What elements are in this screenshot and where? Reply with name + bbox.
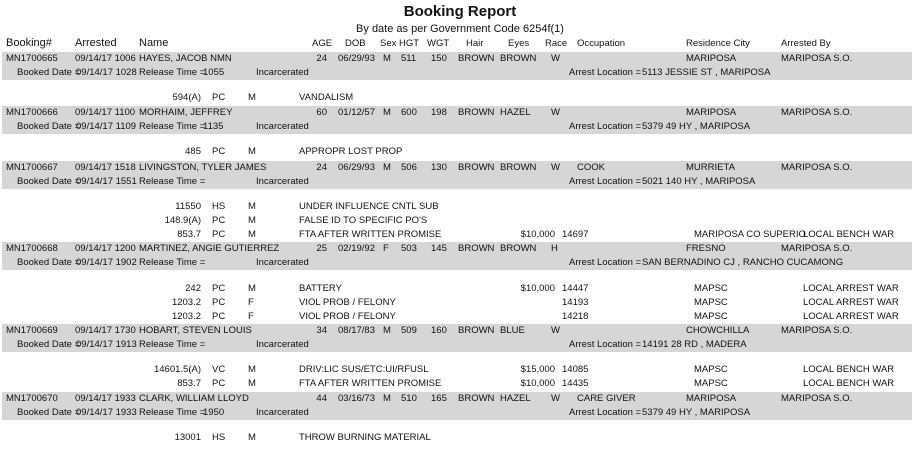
person-eyes: BROWN: [500, 243, 537, 254]
booked-date: 09/14/17 1902: [76, 257, 137, 268]
person-wgt: 145: [431, 243, 447, 254]
charge-docket: 14085: [562, 364, 589, 375]
header-hair: Hair: [466, 38, 484, 49]
charge-description: VIOL PROB / FELONY: [299, 311, 396, 322]
person-eyes: BLUE: [500, 325, 525, 336]
person-eyes: BROWN: [500, 162, 537, 173]
charge-warrant: LOCAL BENCH WAR: [803, 229, 895, 240]
person-wgt: 198: [431, 107, 447, 118]
charge-warrant: LOCAL ARREST WAR: [803, 283, 899, 294]
arrested-by: MARIPOSA S.O.: [781, 53, 853, 64]
release-time-label: Release Time =: [139, 257, 206, 268]
person-occupation: CARE GIVER: [577, 393, 636, 404]
booked-date: 09/14/17 1109: [76, 121, 137, 132]
header-age: AGE: [312, 38, 333, 49]
booking-number: MN1700665: [6, 53, 58, 64]
person-occupation: COOK: [577, 162, 605, 173]
person-hgt: 509: [401, 325, 417, 336]
charge-level: M: [248, 229, 256, 240]
header-hgt: HGT: [399, 38, 420, 49]
charge-level: F: [248, 311, 254, 322]
person-name: MORHAIM, JEFFREY: [139, 107, 233, 118]
header-race: Race: [545, 38, 568, 49]
charge-agency: MAPSC: [694, 364, 728, 375]
charge-code: 594(A): [172, 92, 201, 103]
charge-warrant: LOCAL ARREST WAR: [803, 311, 899, 322]
person-dob: 06/29/93: [338, 53, 375, 64]
person-wgt: 160: [431, 325, 447, 336]
charge-type: PC: [212, 92, 226, 103]
person-sex: M: [383, 393, 391, 404]
charge-level: F: [248, 297, 254, 308]
charge-description: VANDALISM: [299, 92, 354, 103]
person-race: W: [551, 325, 560, 336]
charge-code: 13001: [174, 432, 201, 443]
booking-number: MN1700667: [6, 162, 58, 173]
arrest-location: 5113 JESSIE ST , MARIPOSA: [642, 67, 771, 78]
arrested-datetime: 09/14/17 1006: [75, 53, 136, 64]
charge-code: 1203.2: [171, 297, 201, 308]
charge-docket: 14218: [562, 311, 589, 322]
custody-status: Incarcerated: [256, 339, 309, 350]
person-race: H: [551, 243, 558, 254]
header-eyes: Eyes: [508, 38, 530, 49]
charge-warrant: LOCAL BENCH WAR: [803, 378, 895, 389]
charge-docket: 14697: [562, 229, 589, 240]
arrest-location-label: Arrest Location =: [569, 257, 642, 268]
person-age: 44: [316, 393, 327, 404]
release-time-label: Release Time =: [139, 339, 206, 350]
residence-city: CHOWCHILLA: [686, 325, 750, 336]
release-time-label: Release Time =: [139, 407, 206, 418]
charge-bail: $10,000: [520, 229, 555, 240]
residence-city: FRESNO: [686, 243, 726, 254]
charge-level: M: [248, 364, 256, 375]
residence-city: MARIPOSA: [686, 393, 737, 404]
charge-level: M: [248, 215, 256, 226]
arrested-by: MARIPOSA S.O.: [781, 107, 853, 118]
charge-level: M: [248, 146, 256, 157]
person-age: 25: [316, 243, 327, 254]
charge-type: PC: [212, 378, 226, 389]
person-race: W: [551, 162, 560, 173]
charge-description: BATTERY: [299, 283, 342, 294]
header-wgt: WGT: [427, 38, 450, 49]
custody-status: Incarcerated: [256, 176, 309, 187]
person-hgt: 506: [401, 162, 417, 173]
charge-bail: $10,000: [520, 283, 555, 294]
charge-agency: MARIPOSA CO SUPERIO: [694, 229, 806, 240]
person-age: 34: [316, 325, 327, 336]
charge-description: FTA AFTER WRITTEN PROMISE: [299, 378, 442, 389]
person-name: HAYES, JACOB NMN: [139, 53, 232, 64]
charge-code: 242: [185, 283, 201, 294]
person-age: 24: [316, 162, 327, 173]
booked-date-label: Booked Date =: [17, 257, 81, 268]
arrest-location: 5021 140 HY , MARIPOSA: [642, 176, 756, 187]
charge-type: PC: [212, 215, 226, 226]
charge-type: HS: [212, 201, 226, 212]
arrest-location-label: Arrest Location =: [569, 176, 642, 187]
person-sex: M: [383, 107, 391, 118]
person-age: 60: [316, 107, 327, 118]
release-time: 1055: [203, 67, 225, 78]
residence-city: MARIPOSA: [686, 107, 737, 118]
charge-code: 1203.2: [171, 311, 201, 322]
charge-level: M: [248, 432, 256, 443]
residence-city: MARIPOSA: [686, 53, 737, 64]
charge-docket: 14435: [562, 378, 589, 389]
booked-date: 09/14/17 1551: [76, 176, 137, 187]
charge-description: DRIV:LIC SUS/ETC:UI/RFUSL: [299, 364, 429, 375]
charge-description: UNDER INFLUENCE CNTL SUB: [299, 201, 439, 212]
booked-date: 09/14/17 1933: [76, 407, 137, 418]
charge-code: 14601.5(A): [153, 364, 201, 375]
arrested-by: MARIPOSA S.O.: [781, 243, 853, 254]
charge-agency: MAPSC: [694, 283, 728, 294]
booked-date-label: Booked Date =: [17, 176, 81, 187]
header-booking: Booking#: [6, 37, 52, 49]
person-race: W: [551, 393, 560, 404]
report-subtitle: By date as per Government Code 6254f(1): [356, 23, 564, 35]
person-eyes: HAZEL: [500, 107, 531, 118]
residence-city: MURRIETA: [686, 162, 735, 173]
custody-status: Incarcerated: [256, 257, 309, 268]
charge-level: M: [248, 92, 256, 103]
arrested-by: MARIPOSA S.O.: [781, 162, 853, 173]
person-name: LIVINGSTON, TYLER JAMES: [139, 162, 267, 173]
charge-docket: 14447: [562, 283, 589, 294]
release-time: 1135: [203, 121, 224, 132]
booked-date-label: Booked Date =: [17, 121, 81, 132]
charge-agency: MAPSC: [694, 311, 728, 322]
arrested-datetime: 09/14/17 1518: [75, 162, 136, 173]
arrest-location: 5379 49 HY , MARIPOSA: [642, 407, 751, 418]
booked-date-label: Booked Date =: [17, 339, 81, 350]
charge-warrant: LOCAL ARREST WAR: [803, 297, 899, 308]
booking-number: MN1700670: [6, 393, 58, 404]
charge-type: PC: [212, 229, 226, 240]
person-dob: 06/29/93: [338, 162, 375, 173]
charge-code: 485: [185, 146, 201, 157]
charge-bail: $10,000: [520, 378, 555, 389]
charge-type: PC: [212, 311, 226, 322]
charge-type: VC: [212, 364, 226, 375]
header-residence-city: Residence City: [686, 38, 750, 49]
charge-level: M: [248, 283, 256, 294]
charge-description: FTA AFTER WRITTEN PROMISE: [299, 229, 442, 240]
person-sex: M: [383, 53, 391, 64]
charge-description: THROW BURNING MATERIAL: [299, 432, 431, 443]
arrested-datetime: 09/14/17 1730: [75, 325, 136, 336]
arrest-location-label: Arrest Location =: [569, 339, 642, 350]
person-sex: F: [383, 243, 389, 254]
header-name: Name: [139, 37, 169, 49]
charge-code: 853.7: [177, 229, 201, 240]
person-age: 24: [316, 53, 327, 64]
booked-date-label: Booked Date =: [17, 67, 81, 78]
person-hair: BROWN: [458, 53, 495, 64]
person-name: CLARK, WILLIAM LLOYD: [139, 393, 249, 404]
release-time-label: Release Time =: [139, 176, 206, 187]
person-eyes: HAZEL: [500, 393, 531, 404]
person-hair: BROWN: [458, 162, 495, 173]
arrest-location: 5379 49 HY , MARIPOSA: [642, 121, 751, 132]
release-time: 1950: [203, 407, 225, 418]
charge-agency: MAPSC: [694, 297, 728, 308]
booked-date-label: Booked Date =: [17, 407, 81, 418]
arrest-location-label: Arrest Location =: [569, 407, 642, 418]
person-eyes: BROWN: [500, 53, 537, 64]
charge-type: PC: [212, 283, 226, 294]
person-hgt: 600: [401, 107, 417, 118]
charge-docket: 14193: [562, 297, 589, 308]
arrested-by: MARIPOSA S.O.: [781, 393, 853, 404]
person-hair: BROWN: [458, 325, 495, 336]
person-race: W: [551, 107, 560, 118]
release-time-label: Release Time =: [139, 67, 206, 78]
charge-warrant: LOCAL BENCH WAR: [803, 364, 895, 375]
person-race: W: [551, 53, 560, 64]
charge-code: 11550: [175, 201, 201, 212]
charge-description: FALSE ID TO SPECIFIC PO'S: [299, 215, 428, 226]
arrested-datetime: 09/14/17 1933: [75, 393, 136, 404]
booking-number: MN1700669: [6, 325, 58, 336]
person-name: HOBART, STEVEN LOUIS: [139, 325, 252, 336]
person-dob: 08/17/83: [338, 325, 375, 336]
arrest-location: SAN BERNADINO CJ , RANCHO CUCAMONG: [642, 257, 844, 268]
person-wgt: 165: [431, 393, 447, 404]
custody-status: Incarcerated: [256, 121, 309, 132]
person-dob: 02/19/92: [338, 243, 375, 254]
charge-type: PC: [212, 146, 226, 157]
header-dob: DOB: [345, 38, 366, 49]
person-hgt: 511: [401, 53, 417, 64]
arrest-location-label: Arrest Location =: [569, 67, 642, 78]
release-time-label: Release Time =: [139, 121, 206, 132]
charge-type: PC: [212, 297, 226, 308]
arrest-location-label: Arrest Location =: [569, 121, 642, 132]
charge-level: M: [248, 201, 256, 212]
arrested-datetime: 09/14/17 1100: [75, 107, 136, 118]
person-wgt: 130: [431, 162, 447, 173]
header-occupation: Occupation: [577, 38, 626, 49]
person-hair: BROWN: [458, 107, 495, 118]
booking-number: MN1700668: [6, 243, 58, 254]
booked-date: 09/14/17 1028: [76, 67, 137, 78]
person-name: MARTINEZ, ANGIE GUTIERREZ: [139, 243, 280, 254]
arrested-datetime: 09/14/17 1200: [75, 243, 136, 254]
header-arrested-by: Arrested By: [781, 38, 831, 49]
charge-agency: MAPSC: [694, 378, 728, 389]
custody-status: Incarcerated: [256, 67, 309, 78]
charge-level: M: [248, 378, 256, 389]
charge-code: 148.9(A): [164, 215, 201, 226]
charge-description: APPROPR LOST PROP: [299, 146, 403, 157]
custody-status: Incarcerated: [256, 407, 309, 418]
header-sex: Sex: [380, 38, 397, 49]
person-wgt: 150: [431, 53, 447, 64]
charge-description: VIOL PROB / FELONY: [299, 297, 396, 308]
arrest-location: 14191 28 RD , MADERA: [642, 339, 747, 350]
charge-code: 853.7: [177, 378, 201, 389]
person-hair: BROWN: [458, 243, 495, 254]
person-hgt: 510: [401, 393, 417, 404]
person-hgt: 503: [401, 243, 417, 254]
arrested-by: MARIPOSA S.O.: [781, 325, 853, 336]
person-sex: M: [383, 325, 391, 336]
booking-number: MN1700666: [6, 107, 58, 118]
charge-bail: $15,000: [520, 364, 555, 375]
person-hair: BROWN: [458, 393, 495, 404]
booked-date: 09/14/17 1913: [76, 339, 137, 350]
person-sex: M: [383, 162, 391, 173]
report-title: Booking Report: [403, 3, 517, 20]
person-dob: 03/16/73: [338, 393, 375, 404]
charge-type: HS: [212, 432, 226, 443]
header-arrested: Arrested: [75, 37, 117, 49]
person-dob: 01/12/57: [338, 107, 375, 118]
